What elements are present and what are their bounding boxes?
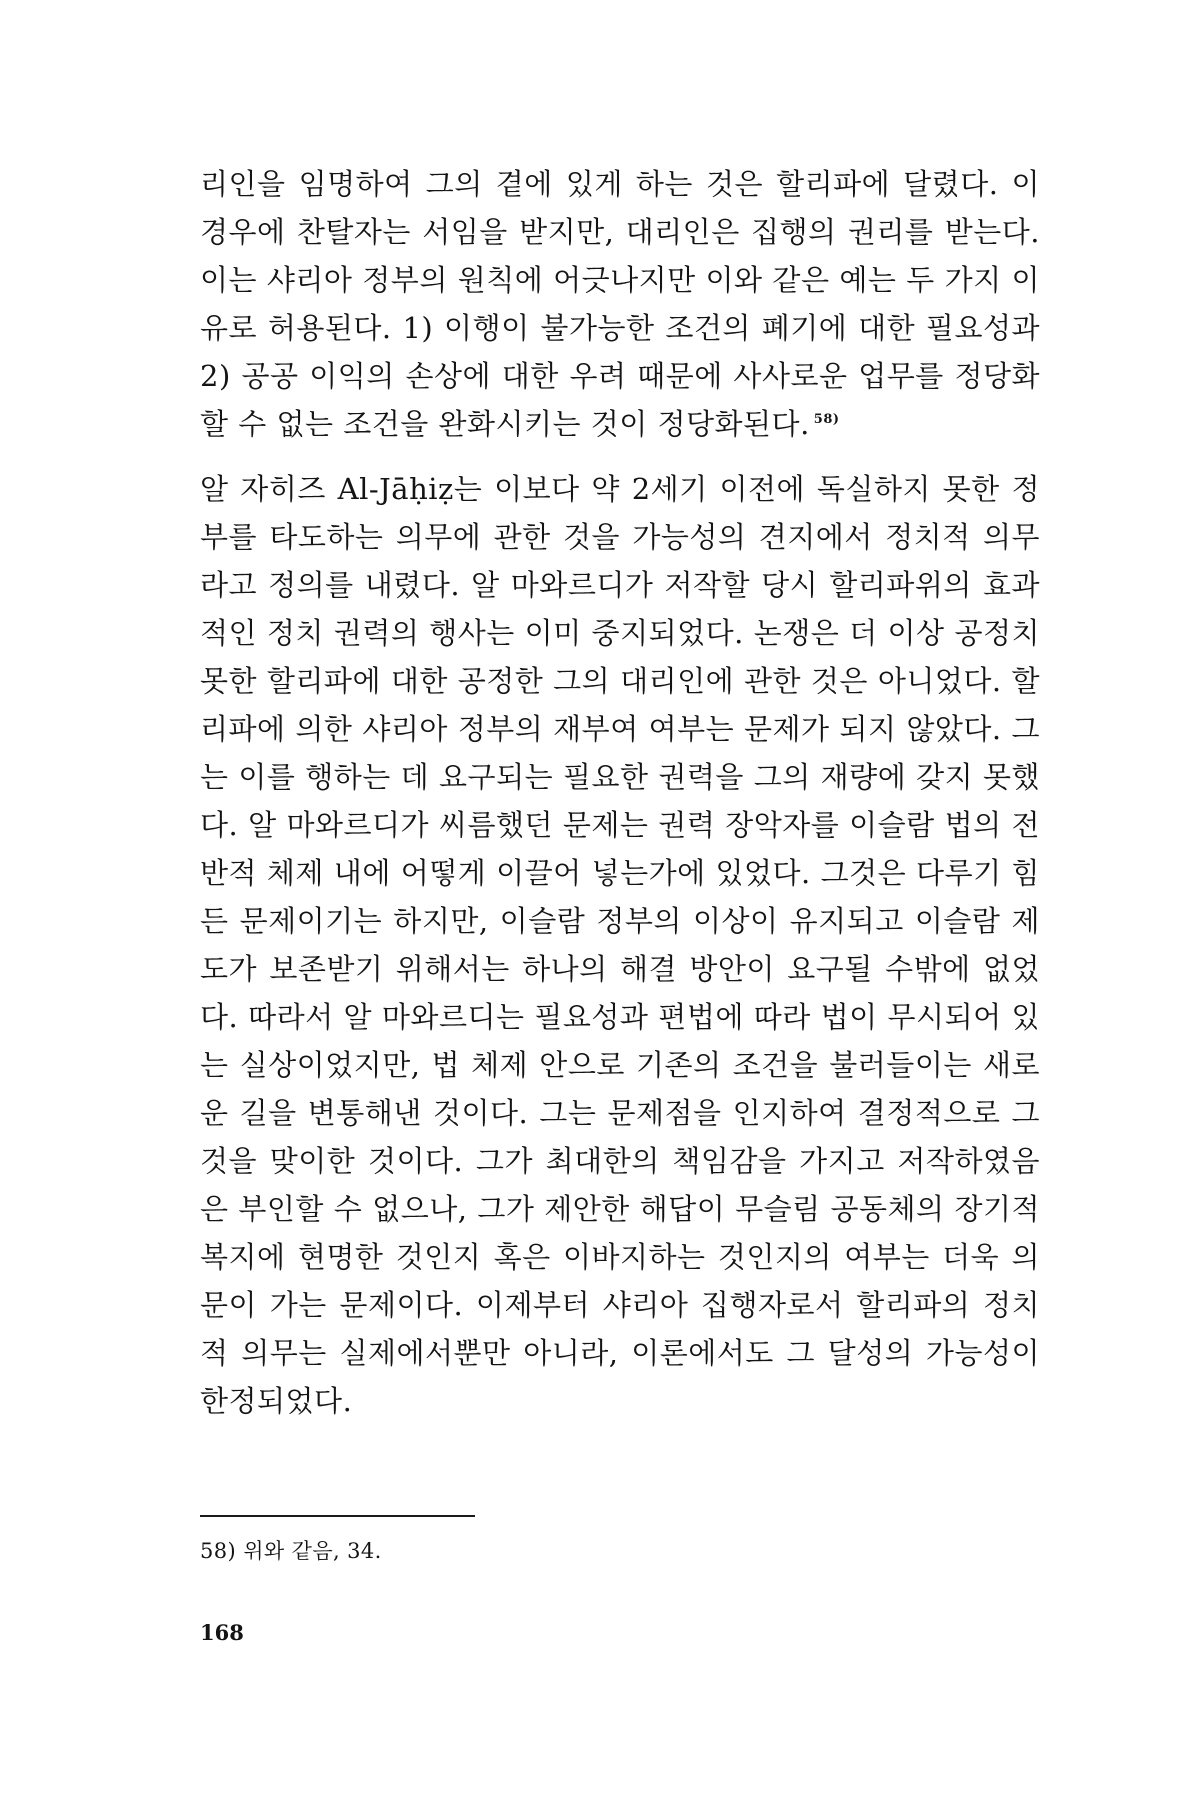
paragraph-text xyxy=(200,160,1040,448)
body-paragraph-1 xyxy=(200,160,1040,448)
page-number: 168 xyxy=(200,1620,244,1645)
body-paragraph-2 xyxy=(200,465,1040,1425)
paragraph-1-text: 리인을 임명하여 그의 곁에 있게 하는 것은 할리파에 달렸다. 이 경우에 찬탈자는 서임을 받지만, 대리인은 집행의 권리를 받는다. 이는 샤리아 정부의 원칙에 어긋나지만 이와 같은 예는 두 가지 이유로 허용된다. 1) 이행이 불가능한 조건의 폐기에 대한 필요성과 2) 공공 이익의 손상에 대한 우려 때문에 사사로운 업무를 정당화할 수 없는 조건을 완화시키는 것이 정당화된다. xyxy=(200,167,1040,441)
footnote-reference: 58) xyxy=(813,412,840,428)
footnote: 58) 위와 같음, 34. xyxy=(200,1539,382,1563)
paragraph-2-text: 알 자히즈 Al-Jāḥiẓ는 이보다 약 2세기 이전에 독실하지 못한 정부를 타도하는 의무에 관한 것을 가능성의 견지에서 정치적 의무라고 정의를 내렸다. 알 마와르디가 저작할 당시 할리파위의 효과적인 정치 권력의 행사는 이미 중지되었다. 논쟁은 더 이상 공정치 못한 할리파에 대한 공정한 그의 대리인에 관한 것은 아니었다. 할리파에 의한 샤리아 정부의 재부여 여부는 문제가 되지 않았다. 그는 이를 행하는 데 요구되는 필요한 권력을 그의 재량에 갖지 못했다. 알 마와르디가 씨름했던 문제는 권력 장악자를 이슬람 법의 전반적 체제 내에 어떻게 이끌어 넣는가에 있었다. 그것은 다루기 힘든 문제이기는 하지만, 이슬람 정부의 이상이 유지되고 이슬람 제도가 보존받기 위해서는 하나의 해결 방안이 요구될 수밖에 없었다. 따라서 알 마와르디는 필요성과 편법에 따라 법이 무시되어 있는 실상이었지만, 법 체제 안으로 기존의 조건을 불러들이는 새로운 길을 변통해낸 것이다. 그는 문제점을 인지하여 결정적으로 그것을 맞이한 것이다. 그가 최대한의 책임감을 가지고 저작하였음은 부인할 수 없으나, 그가 제안한 해답이 무슬림 공동체의 장기적 복지에 현명한 것인지 혹은 이바지하는 것인지의 여부는 더욱 의문이 가는 문제이다. 이제부터 샤리아 집행자로서 할리파의 정치적 의무는 실제에서뿐만 아니라, 이론에서도 그 달성의 가능성이 한정되었다. xyxy=(200,472,1040,1418)
footnote-divider xyxy=(200,1515,475,1517)
